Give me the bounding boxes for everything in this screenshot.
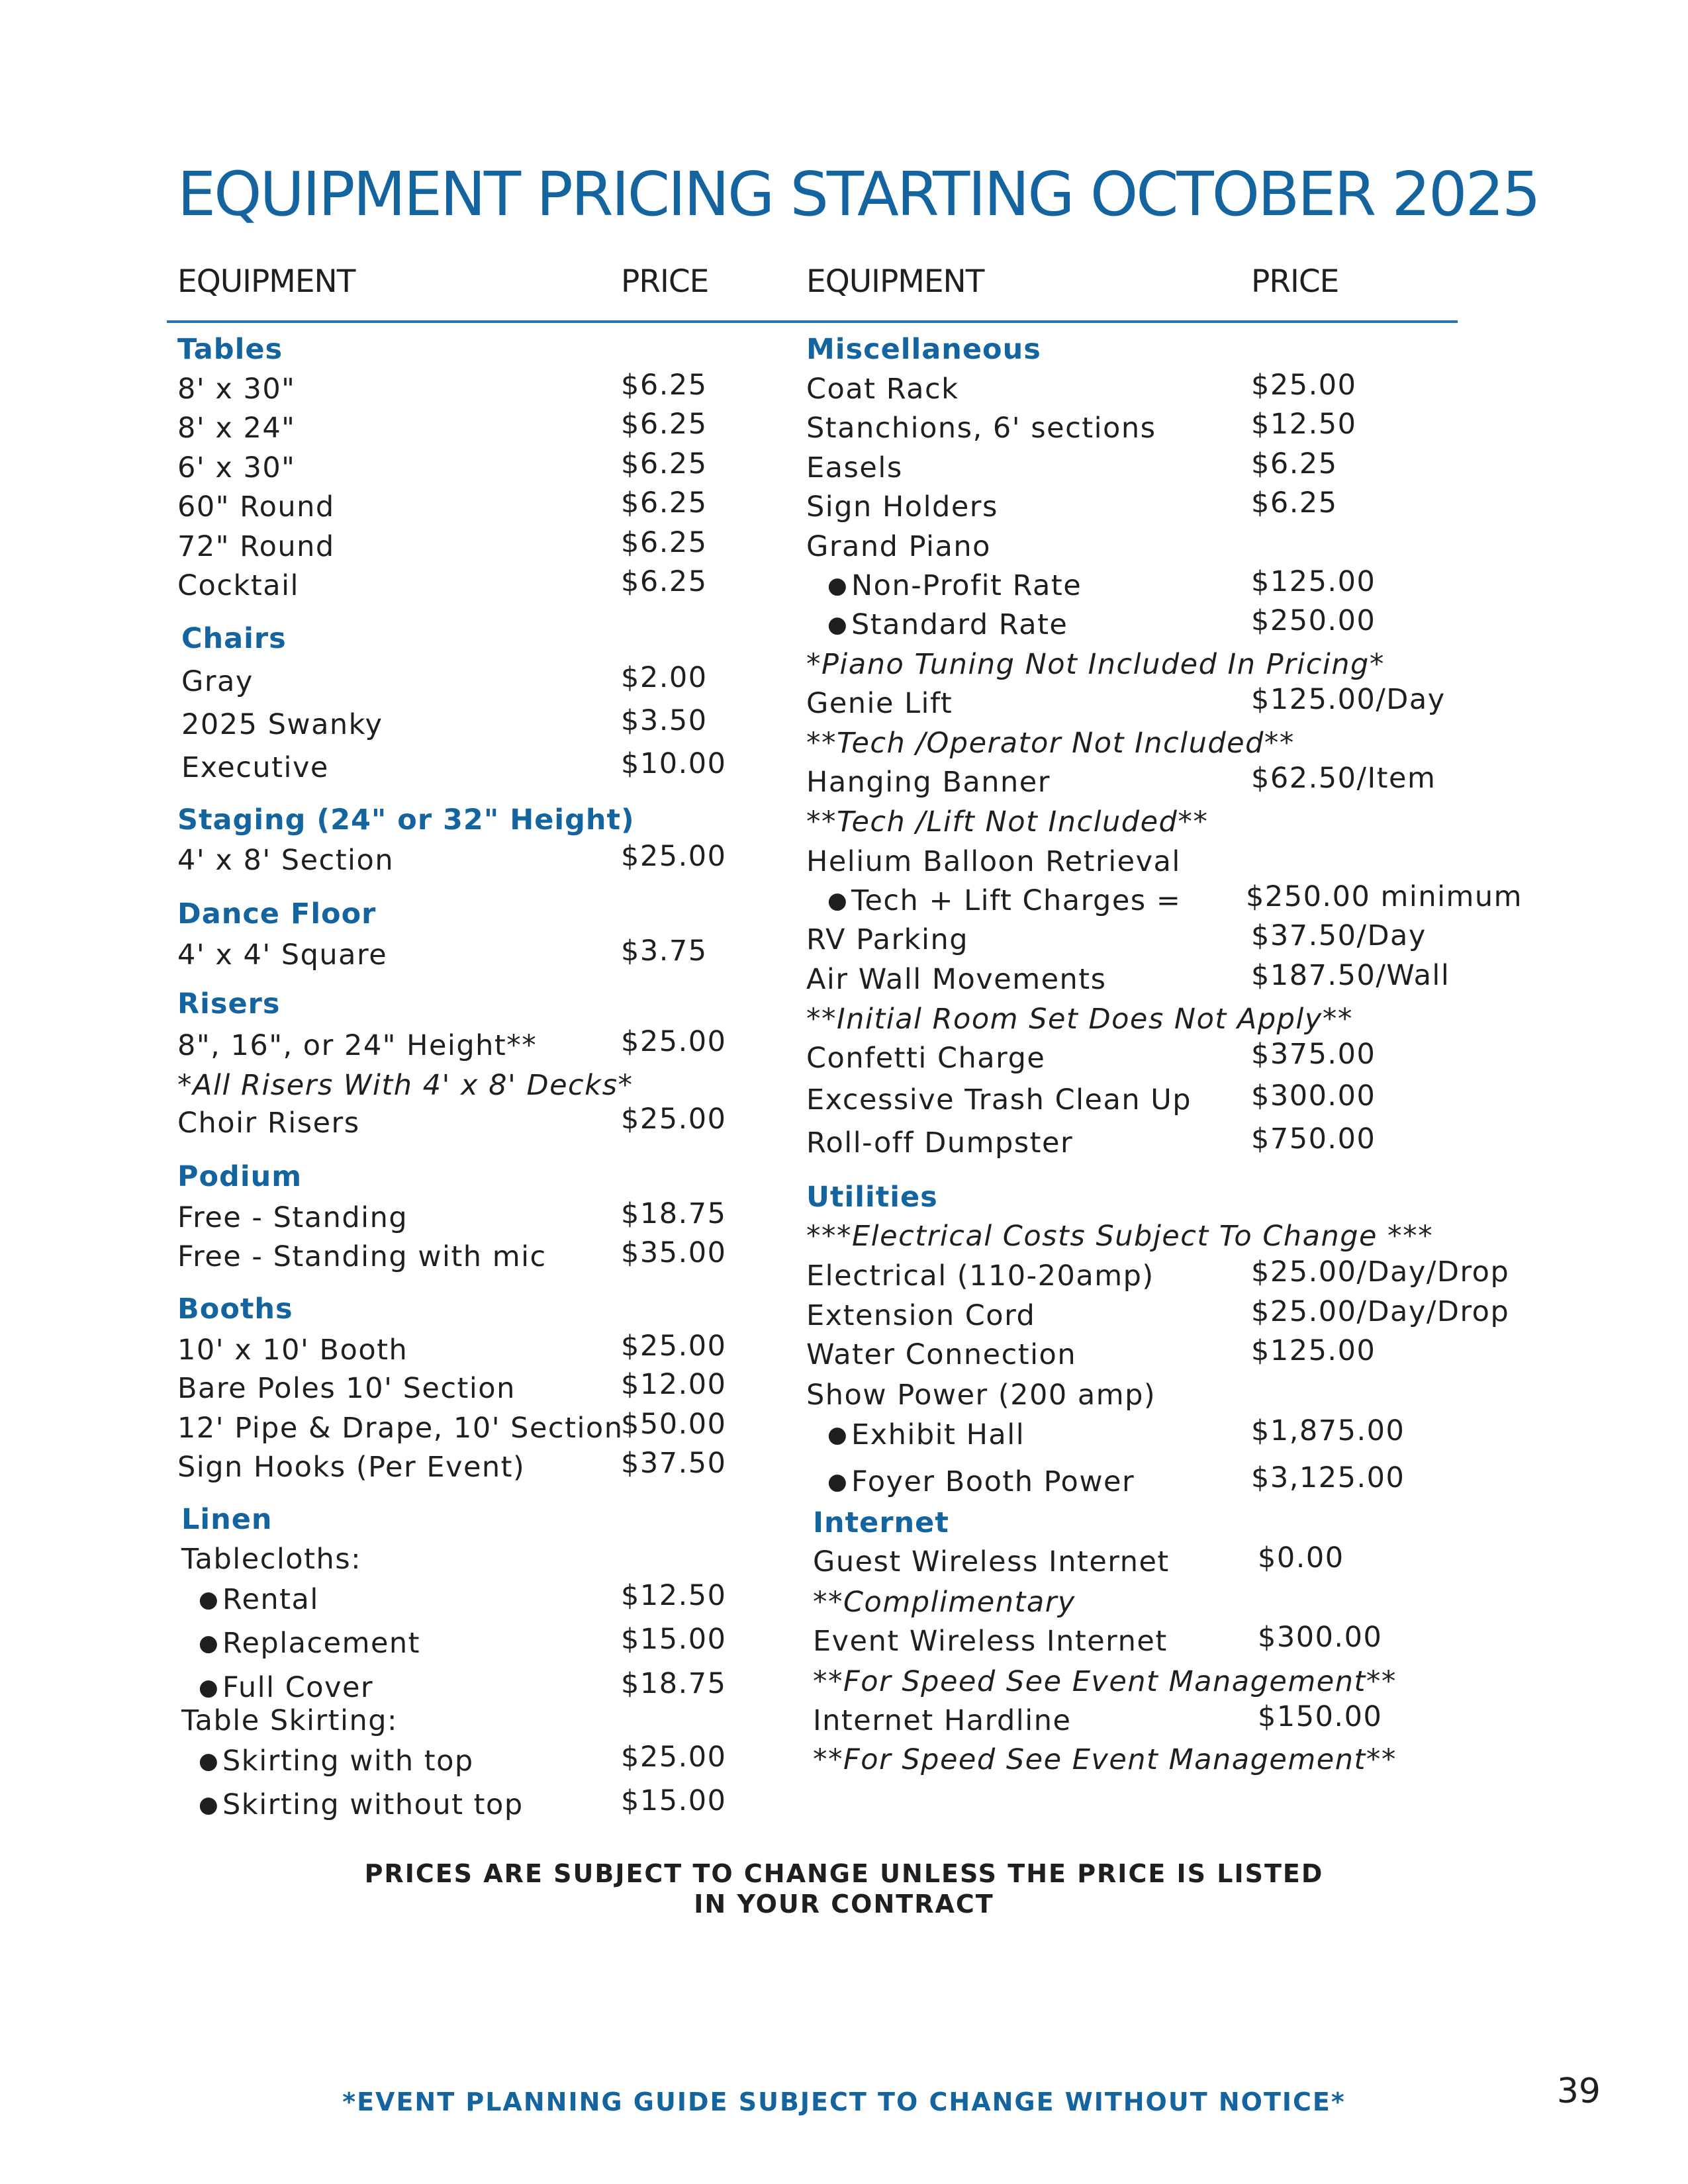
item-label: Air Wall Movements: [806, 963, 1107, 996]
item-price: $0.00: [1258, 1541, 1344, 1574]
item-label: Grand Piano: [806, 530, 991, 563]
item-price: $250.00: [1251, 604, 1376, 637]
section-heading: Chairs: [181, 622, 287, 655]
bullet-icon: ●: [199, 1630, 220, 1657]
note-text: **Initial Room Set Does Not Apply**: [806, 1003, 1353, 1036]
left-price-header: PRICE: [621, 263, 709, 300]
bullet-icon: ●: [199, 1674, 220, 1701]
bullet-item-label: ● Full Cover: [193, 1669, 373, 1706]
bullet-item-label: ● Exhibit Hall: [822, 1416, 1025, 1453]
item-label: 60" Round: [177, 490, 335, 523]
item-label: Helium Balloon Retrieval: [806, 845, 1181, 878]
item-price: $12.50: [621, 1579, 727, 1612]
right-equipment-header: EQUIPMENT: [806, 263, 984, 300]
item-price: $50.00: [621, 1408, 727, 1441]
item-price: $25.00/Day/Drop: [1251, 1295, 1510, 1328]
bullet-icon: ●: [827, 887, 849, 914]
bullet-icon: ●: [199, 1748, 220, 1774]
footer-disclaimer: *EVENT PLANNING GUIDE SUBJECT TO CHANGE WITHOUT NOTICE*: [342, 2087, 1346, 2116]
bullet-item-label: ● Foyer Booth Power: [822, 1463, 1135, 1500]
item-label: Sign Holders: [806, 490, 998, 523]
item-price: $6.25: [621, 486, 708, 520]
item-price: $3.75: [621, 934, 708, 968]
item-price: $37.50/Day: [1251, 919, 1427, 952]
item-price: $25.00: [621, 1741, 727, 1774]
item-label: Event Wireless Internet: [813, 1625, 1168, 1658]
left-equipment-header: EQUIPMENT: [177, 263, 355, 300]
bullet-item-label: ● Replacement: [193, 1625, 420, 1662]
item-label: 12' Pipe & Drape, 10' Section: [177, 1412, 624, 1445]
item-price: $6.25: [1251, 447, 1338, 480]
item-price: $62.50/Item: [1251, 762, 1436, 795]
bullet-item-label: ● Skirting with top: [193, 1743, 474, 1780]
note-text: *All Risers With 4' x 8' Decks*: [177, 1069, 633, 1102]
item-label: Electrical (110-20amp): [806, 1259, 1154, 1293]
item-label: Sign Hooks (Per Event): [177, 1451, 526, 1484]
item-price: $25.00: [621, 1103, 727, 1136]
item-price: $18.75: [621, 1667, 727, 1700]
note-text: **For Speed See Event Management**: [813, 1665, 1397, 1698]
item-price: $15.00: [621, 1623, 727, 1656]
page-number: 39: [1556, 2071, 1601, 2111]
item-price: $2.00: [621, 661, 708, 694]
item-price: $25.00: [1251, 369, 1357, 402]
item-price: $18.75: [621, 1197, 727, 1230]
item-price: $125.00/Day: [1251, 683, 1446, 716]
bullet-item-label: ● Tech + Lift Charges =: [822, 882, 1181, 919]
item-price: $6.25: [621, 526, 708, 559]
item-price: $150.00: [1258, 1700, 1383, 1733]
item-label: Free - Standing with mic: [177, 1240, 547, 1273]
item-label: 6' x 30": [177, 451, 296, 484]
item-label: 4' x 4' Square: [177, 938, 388, 972]
item-label: Stanchions, 6' sections: [806, 412, 1156, 445]
item-price: $25.00: [621, 840, 727, 873]
item-label: Gray: [181, 665, 254, 698]
section-heading: Risers: [177, 987, 281, 1021]
item-price: $6.25: [621, 408, 708, 441]
item-label: Genie Lift: [806, 687, 953, 720]
item-price: $25.00/Day/Drop: [1251, 1255, 1510, 1289]
item-price: $375.00: [1251, 1038, 1376, 1071]
item-label: Roll-off Dumpster: [806, 1126, 1074, 1160]
section-heading: Dance Floor: [177, 897, 377, 931]
bullet-icon: ●: [827, 1469, 849, 1495]
item-price: $12.50: [1251, 408, 1357, 441]
item-label: 2025 Swanky: [181, 708, 383, 741]
note-text: **For Speed See Event Management**: [813, 1743, 1397, 1776]
item-label: Internet Hardline: [813, 1704, 1072, 1737]
bullet-item-label: ● Rental: [193, 1581, 319, 1618]
section-heading: Miscellaneous: [806, 333, 1041, 366]
bullet-icon: ●: [199, 1586, 220, 1613]
item-label: Easels: [806, 451, 903, 484]
item-label: 4' x 8' Section: [177, 844, 395, 877]
section-heading: Staging (24" or 32" Height): [177, 803, 635, 837]
section-heading: Podium: [177, 1160, 302, 1193]
item-price: $6.25: [621, 369, 708, 402]
section-heading: Linen: [181, 1503, 273, 1536]
item-price: $15.00: [621, 1784, 727, 1817]
item-price: $125.00: [1251, 565, 1376, 598]
item-label: Bare Poles 10' Section: [177, 1372, 516, 1405]
item-label: 8' x 30": [177, 373, 296, 406]
page-title: EQUIPMENT PRICING STARTING OCTOBER 2025: [177, 159, 1539, 230]
bullet-icon: ●: [827, 572, 849, 599]
bullet-icon: ●: [827, 1422, 849, 1448]
item-label: 72" Round: [177, 530, 335, 563]
note-text: **Tech /Lift Not Included**: [806, 805, 1209, 839]
item-label: Excessive Trash Clean Up: [806, 1083, 1192, 1116]
item-price: $25.00: [621, 1025, 727, 1058]
item-label: RV Parking: [806, 923, 969, 956]
item-price: $10.00: [621, 747, 727, 780]
header-divider: [167, 320, 1458, 323]
item-label: Extension Cord: [806, 1299, 1036, 1332]
item-label: Executive: [181, 751, 329, 784]
note-text: *Piano Tuning Not Included In Pricing*: [806, 648, 1385, 681]
note-text: **Tech /Operator Not Included**: [806, 727, 1295, 760]
item-label: 8", 16", or 24" Height**: [177, 1029, 538, 1062]
item-price: $300.00: [1251, 1079, 1376, 1113]
item-price: $3.50: [621, 704, 708, 737]
item-price: $35.00: [621, 1236, 727, 1269]
section-heading: Tables: [177, 333, 283, 366]
bullet-item-label: ● Skirting without top: [193, 1786, 524, 1823]
item-label: Hanging Banner: [806, 766, 1051, 799]
item-price: $6.25: [621, 565, 708, 598]
item-label: Table Skirting:: [181, 1704, 399, 1737]
item-label: Free - Standing: [177, 1201, 408, 1234]
item-price: $25.00: [621, 1330, 727, 1363]
item-price: $750.00: [1251, 1122, 1376, 1156]
item-price: $12.00: [621, 1368, 727, 1401]
item-label: Show Power (200 amp): [806, 1379, 1156, 1412]
item-price: $187.50/Wall: [1251, 959, 1450, 992]
item-price: $37.50: [621, 1447, 727, 1480]
bullet-icon: ●: [827, 612, 849, 638]
item-label: Cocktail: [177, 569, 299, 602]
item-price: $6.25: [1251, 486, 1338, 520]
item-label: Tablecloths:: [181, 1543, 362, 1576]
item-price: $300.00: [1258, 1621, 1383, 1654]
item-label: Guest Wireless Internet: [813, 1545, 1170, 1578]
item-label: Choir Risers: [177, 1107, 360, 1140]
bullet-item-label: ● Non-Profit Rate: [822, 567, 1082, 604]
price-change-notice: PRICES ARE SUBJECT TO CHANGE UNLESS THE PRICE IS LISTED IN YOUR CONTRACT: [364, 1859, 1324, 1919]
item-price: $1,875.00: [1251, 1414, 1405, 1447]
note-text: **Complimentary: [813, 1586, 1076, 1619]
item-label: Water Connection: [806, 1338, 1077, 1371]
section-heading: Booths: [177, 1293, 293, 1326]
bullet-item-label: ● Standard Rate: [822, 606, 1068, 643]
right-price-header: PRICE: [1251, 263, 1339, 300]
item-label: Coat Rack: [806, 373, 959, 406]
item-label: 8' x 24": [177, 412, 296, 445]
item-price: $3,125.00: [1251, 1461, 1405, 1494]
item-label: 10' x 10' Booth: [177, 1334, 408, 1367]
item-label: Confetti Charge: [806, 1042, 1046, 1075]
item-price: $6.25: [621, 447, 708, 480]
item-price: $250.00 minimum: [1246, 880, 1523, 913]
item-price: $125.00: [1251, 1334, 1376, 1367]
bullet-icon: ●: [199, 1792, 220, 1818]
note-text: ***Electrical Costs Subject To Change ***: [806, 1220, 1434, 1253]
section-heading: Utilities: [806, 1181, 938, 1214]
section-heading: Internet: [813, 1506, 949, 1539]
